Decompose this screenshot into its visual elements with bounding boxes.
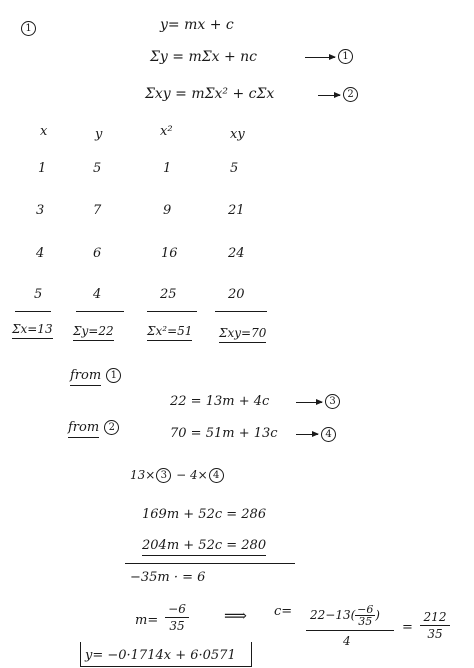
divider <box>125 563 295 564</box>
c-label: c= <box>274 604 293 619</box>
equation-tag-3: 3 <box>324 394 341 410</box>
c-denominator: 4 <box>343 634 351 648</box>
c-result-fraction: 212 35 <box>420 610 450 641</box>
m-label: m= <box>135 613 159 628</box>
model-equation: y= mx + c <box>160 17 234 33</box>
equation-tag-2: 2 <box>342 87 359 103</box>
elimination-line-1: 169m + 52c = 286 <box>142 507 267 522</box>
fraction-bar <box>306 630 394 631</box>
from-label-2: from 2 <box>68 420 120 436</box>
m-fraction: −6 35 <box>165 602 189 633</box>
sum-xy: Σxy=70 <box>219 325 266 341</box>
table-cell: 5 <box>93 161 102 176</box>
table-cell: 5 <box>230 161 239 176</box>
from-label-1: from 1 <box>70 368 122 384</box>
implies-icon: ⟹ <box>224 606 247 625</box>
problem-number: 1 <box>20 21 37 37</box>
equals-sign: = <box>402 620 413 635</box>
divider <box>76 311 124 312</box>
elimination-result: −35m · = 6 <box>130 570 206 585</box>
sum-y: Σy=22 <box>73 323 114 339</box>
elimination-operation: 13× 3 − 4× 4 <box>130 467 225 483</box>
table-cell: 20 <box>228 287 245 302</box>
divider <box>147 311 197 312</box>
table-cell: 1 <box>163 161 172 176</box>
table-header-x2: x² <box>160 124 173 139</box>
c-numerator: 22−13( $\frac{-6}{35}$ ) <box>310 603 380 628</box>
table-cell: 9 <box>163 203 172 218</box>
table-cell: 24 <box>228 246 245 261</box>
table-cell: 4 <box>93 287 102 302</box>
divider <box>15 311 51 312</box>
sum-x: Σx=13 <box>12 321 53 337</box>
arrow-icon <box>318 95 340 96</box>
elimination-line-2: 204m + 52c = 280 <box>142 538 266 554</box>
arrow-icon <box>296 434 318 435</box>
table-header-x: x <box>40 124 48 139</box>
equation-4: 70 = 51m + 13c <box>170 426 278 441</box>
sum-x2: Σx²=51 <box>147 323 192 339</box>
equation-3: 22 = 13m + 4c <box>170 394 270 409</box>
table-cell: 16 <box>161 246 178 261</box>
table-cell: 6 <box>93 246 102 261</box>
table-cell: 4 <box>36 246 45 261</box>
table-header-y: y <box>95 127 103 142</box>
table-cell: 7 <box>93 203 102 218</box>
table-cell: 25 <box>160 287 177 302</box>
normal-equation-2: Σxy = mΣx² + cΣx <box>145 86 275 102</box>
arrow-icon <box>296 402 322 403</box>
table-header-xy: xy <box>230 127 245 142</box>
table-cell: 5 <box>34 287 43 302</box>
final-equation: y= −0·1714x + 6·0571 <box>85 648 236 663</box>
table-cell: 21 <box>228 203 245 218</box>
table-cell: 1 <box>38 161 47 176</box>
divider <box>215 311 267 312</box>
arrow-icon <box>305 57 335 58</box>
equation-tag-1: 1 <box>337 49 354 65</box>
normal-equation-1: Σy = mΣx + nc <box>150 49 257 65</box>
equation-tag-4: 4 <box>320 427 337 443</box>
table-cell: 3 <box>36 203 45 218</box>
